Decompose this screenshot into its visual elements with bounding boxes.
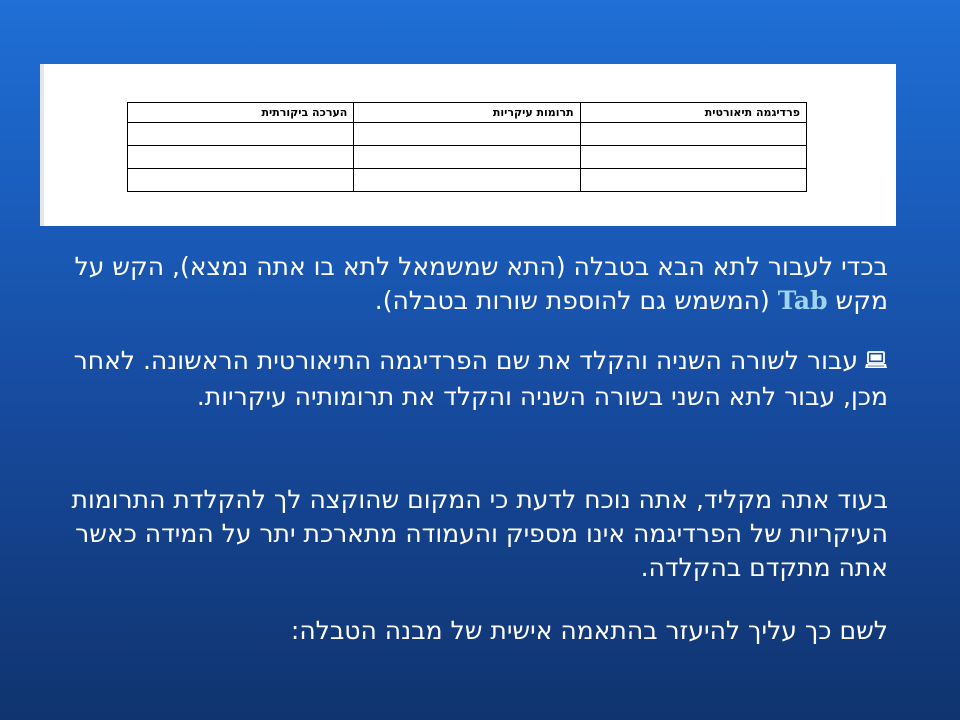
table-cell[interactable] (580, 146, 806, 169)
table-row (128, 123, 807, 146)
panel-left-edge (40, 64, 44, 226)
conclusion-custom-structure (58, 614, 888, 648)
table-row (128, 169, 807, 192)
header-critical-evaluation[interactable]: הערכה ביקורתית (128, 103, 354, 123)
tab-key-label: Tab (777, 286, 828, 315)
instruction-next-cell (58, 250, 888, 318)
table-cell[interactable] (128, 123, 354, 146)
header-main-contributions[interactable]: תרומות עיקריות (354, 103, 580, 123)
table-cell[interactable] (580, 169, 806, 192)
paragraph4-text: לשם כך עליך להיעזר בהתאמה אישית של מבנה הטבלה: (290, 616, 888, 645)
table-cell[interactable] (354, 169, 580, 192)
table-cell[interactable] (354, 123, 580, 146)
table-cell[interactable] (354, 146, 580, 169)
paragraph2-text: עבור לשורה השניה והקלד את שם הפרדיגמה התיאורטית הראשונה. לאחר מכן, עבור לתא השני בשורה השניה והקלד את תרומותיה עיקריות. (73, 346, 888, 411)
paragraph1-after: (המשמש גם להוספת שורות בטבלה). (374, 286, 778, 315)
table-cell[interactable] (128, 169, 354, 192)
paradigm-table (127, 102, 807, 192)
paragraph3-text: בעוד אתה מקליד, אתה נוכח לדעת כי המקום שהוקצה לך להקלדת התרומות העיקריות של הפרדיגמה אינו מספיק והעמודה מתארכת יתר על המידה כאשר אתה מתקדם בהקלדה. (71, 485, 888, 582)
table-row (128, 146, 807, 169)
header-theoretical-paradigm[interactable]: פרדיגמה תיאורטית (580, 103, 806, 123)
paragraph1-before: בכדי לעבור לתא הבא בטבלה (התא שמשמאל לתא בו אתה נמצא), הקש על מקש (74, 252, 888, 315)
table-cell[interactable] (128, 146, 354, 169)
table-header-row (128, 103, 807, 123)
note-column-width (58, 483, 888, 585)
instruction-fill-row (58, 344, 888, 414)
table-cell[interactable] (580, 123, 806, 146)
computer-icon (864, 346, 888, 380)
document-screenshot-panel (40, 64, 896, 226)
